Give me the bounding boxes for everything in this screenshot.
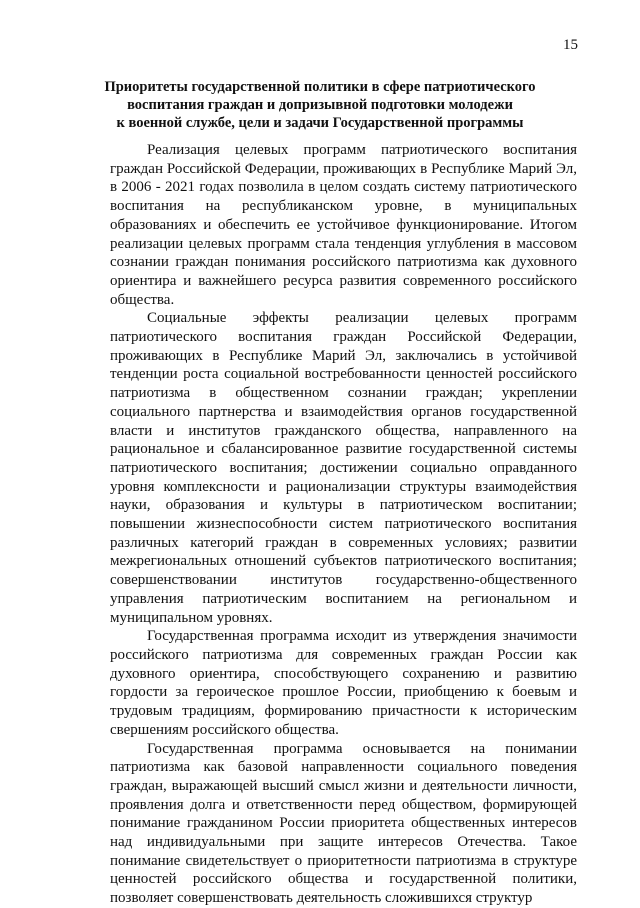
section-heading [100,78,540,132]
page-number: 15 [563,37,578,53]
paragraph: Реализация целевых программ патриотического воспитания граждан Российской Федерации, проживающих в Республике Марий Эл, в 2006 - 2021 годах позволила в целом создать систему патриотического воспитания на республиканском уровне, в муниципальных образованиях и обеспечить ее устойчивое функционирование. Итогом реализации целевых программ стала тенденция углубления в массовом сознании граждан понимания российского патриотизма как духовного ориентира и важнейшего ресурса развития современного российского общества. [110,142,577,308]
paragraph: Государственная программа основывается на понимании патриотизма как базовой направленности социального поведения граждан, выражающей высший смысл жизни и деятельности личности, проявления долга и ответственности перед обществом, формирующей понимание гражданином России приоритета общественных интересов над индивидуальными при защите интересов Отечества. Такое понимание свидетельствует о приоритетности патриотизма в структуре ценностей российского общества и государственной политики, позволяет совершенствовать деятельность сложившихся структур [110,740,577,907]
heading-line: воспитания граждан и допризывной подготовки молодежи [127,97,513,113]
heading-line: к военной службе, цели и задачи Государственной программы [116,115,524,131]
body-text [110,141,577,908]
heading-line: Приоритеты государственной политики в сфере патриотического [104,79,536,95]
paragraph: Государственная программа исходит из утверждения значимости российского патриотизма для современных граждан России как духовного ориентира, способствующего сохранению и развитию гордости за героическое прошлое России, приобщению к боевым и трудовым традициям, формированию причастности к историческим свершениям российского общества. [110,628,577,738]
paragraph: Социальные эффекты реализации целевых программ патриотического воспитания граждан Российской Федерации, проживающих в Республике Марий Эл, заключались в устойчивой тенденции роста социальной востребованности ценностей российского патриотизма в общественном сознании граждан; укреплении социального партнерства и взаимодействия органов государственной власти и институтов гражданского общества, направленного на рациональное и сбалансированное развитие государственной системы патриотического воспитания; достижении социально оправданного уровня комплексности и рационализации структуры взаимодействия науки, образования и культуры в патриотическом воспитании; повышении жизнеспособности систем патриотического воспитания различных категорий граждан в современных условиях; развитии межрегиональных отношений субъектов патриотического воспитания; совершенствовании институтов государственно-общественного управления патриотическим воспитанием на региональном и муниципальном уровнях. [110,310,577,626]
